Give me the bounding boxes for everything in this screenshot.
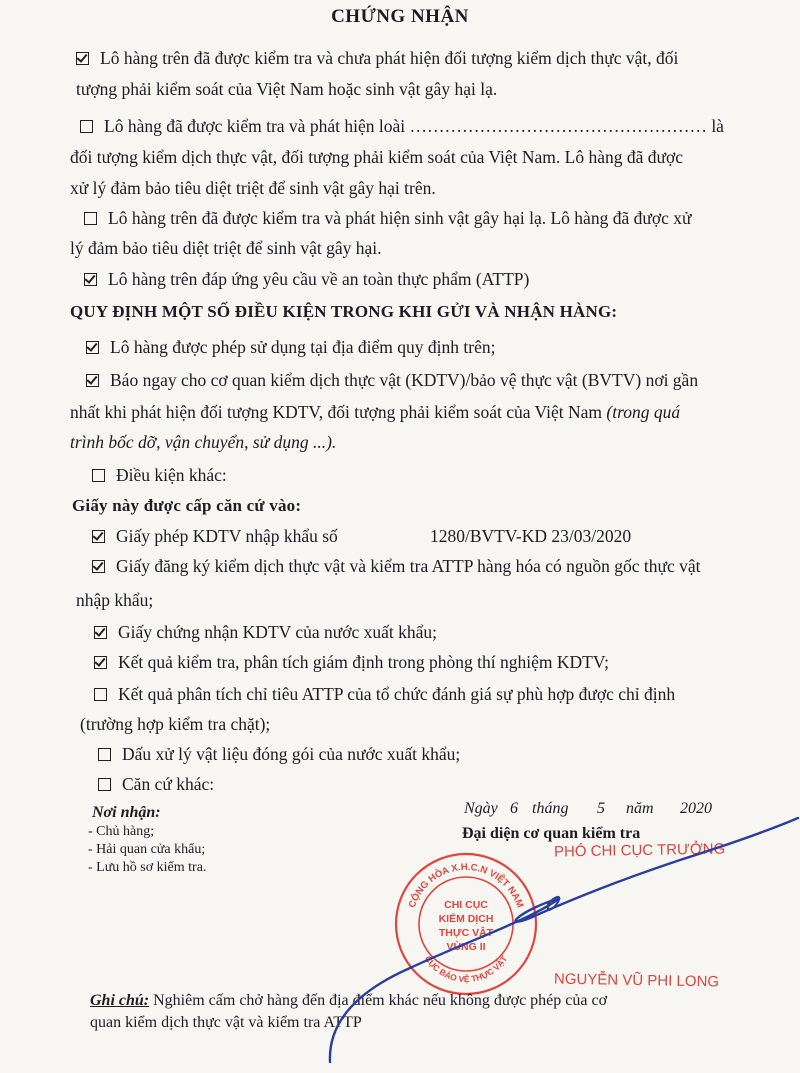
cert-item-1 [76, 48, 678, 69]
checkbox-checked[interactable] [86, 374, 99, 387]
condition-1-text: Lô hàng được phép sử dụng tại địa điểm quy định trên; [110, 337, 496, 357]
cert-item-2-cont: đối tượng kiểm dịch thực vật, đối tượng phải kiểm soát của Việt Nam. Lô hàng đã được [70, 147, 684, 167]
checkbox-unchecked[interactable] [98, 748, 111, 761]
cert-item-3-cont: lý đảm bảo tiêu diệt triệt để sinh vật gây hại. [70, 238, 382, 258]
date-day: 6 [510, 800, 518, 817]
condition-2-cont2: trình bốc dỡ, vận chuyển, sử dụng ...). [70, 432, 337, 452]
checkbox-checked[interactable] [84, 273, 97, 286]
cert-item-2-text: Lô hàng đã được kiểm tra và phát hiện loài …………………………………………… là [104, 116, 724, 136]
condition-3 [92, 465, 227, 486]
condition-2-cont [70, 402, 680, 423]
stamp-bottom-text: CỤC BẢO VỆ THỰC VẬT [422, 953, 510, 985]
date-month: 5 [597, 800, 605, 817]
condition-2-text: Báo ngay cho cơ quan kiểm dịch thực vật (KDTV)/bảo vệ thực vật (BVTV) nơi gần [110, 370, 699, 390]
authority-title: Đại diện cơ quan kiểm tra [462, 825, 641, 842]
section-title-certification: CHỨNG NHẬN [331, 6, 469, 27]
basis-4-text: Kết quả kiểm tra, phân tích giám định trong phòng thí nghiệm KDTV; [118, 652, 610, 672]
handwritten-signature [300, 800, 800, 1073]
date-year: 2020 [680, 800, 712, 817]
basis-7-text: Căn cứ khác: [122, 774, 215, 794]
cert-item-2 [80, 116, 724, 137]
recipient-customs: - Hải quan cửa khẩu; [88, 842, 206, 857]
permit-number: 1280/BVTV-KD 23/03/2020 [430, 526, 632, 546]
note-text-1: Nghiêm cấm chở hàng đến địa điểm khác nếu không được phép của cơ [153, 992, 608, 1009]
checkbox-checked[interactable] [76, 52, 89, 65]
checkbox-unchecked[interactable] [84, 212, 97, 225]
stamp-line-2: KIỂM DỊCH [438, 913, 494, 925]
checkbox-checked[interactable] [94, 656, 107, 669]
cert-item-1-cont: tượng phải kiểm soát của Việt Nam hoặc sinh vật gây hại lạ. [76, 79, 498, 99]
basis-7 [98, 774, 214, 795]
note-label: Ghi chú: [90, 992, 150, 1009]
date-ngay-label: Ngày [464, 800, 498, 817]
condition-2-text-cont: nhất khi phát hiện đối tượng KDTV, đối tượng phải kiểm soát của Việt Nam [70, 402, 607, 422]
cert-item-2-cont2: xử lý đảm bảo tiêu diệt triệt để sinh vật gây hại trên. [70, 178, 436, 198]
basis-1 [92, 526, 338, 547]
basis-5-cont: (trường hợp kiểm tra chặt); [80, 714, 271, 734]
recipient-owner: - Chủ hàng; [88, 824, 155, 839]
basis-2 [92, 556, 701, 577]
basis-2-cont: nhập khẩu; [76, 590, 154, 610]
note-line-2: quan kiểm dịch thực vật và kiểm tra ATTP [90, 1014, 362, 1031]
condition-2-italic: (trong quá [606, 402, 681, 422]
stamp-line-1: CHI CỤC [444, 899, 488, 911]
cert-item-1-text: Lô hàng trên đã được kiểm tra và chưa phát hiện đối tượng kiểm dịch thực vật, đối [100, 48, 679, 68]
checkbox-checked[interactable] [94, 626, 107, 639]
basis-5 [94, 684, 675, 705]
recipient-archive: - Lưu hồ sơ kiểm tra. [88, 860, 207, 875]
basis-3 [94, 622, 437, 643]
signer-name: NGUYỄN VŨ PHI LONG [553, 970, 720, 991]
checkbox-unchecked[interactable] [94, 688, 107, 701]
conditions-heading: QUY ĐỊNH MỘT SỐ ĐIỀU KIỆN TRONG KHI GỬI VÀ NHẬN HÀNG: [70, 302, 618, 321]
stamp-line-3: THỰC VẬT [438, 927, 494, 939]
checkbox-unchecked[interactable] [98, 778, 111, 791]
stamp-line-4: VÙNG II [446, 941, 486, 953]
condition-3-text: Điều kiện khác: [116, 465, 227, 485]
basis-6-text: Dấu xử lý vật liệu đóng gói của nước xuất khẩu; [122, 744, 461, 764]
authority-position: PHÓ CHI CỤC TRƯỞNG [553, 840, 726, 861]
condition-1 [86, 337, 495, 358]
basis-5-text: Kết quả phân tích chỉ tiêu ATTP của tổ chức đánh giá sự phù hợp được chỉ định [118, 684, 676, 704]
checkbox-unchecked[interactable] [80, 120, 93, 133]
basis-3-text: Giấy chứng nhận KDTV của nước xuất khẩu; [118, 622, 437, 642]
basis-6 [98, 744, 460, 765]
cert-item-3-text: Lô hàng trên đã được kiểm tra và phát hiện sinh vật gây hại lạ. Lô hàng đã được xử [108, 208, 692, 228]
condition-2 [86, 370, 698, 391]
stamp-outer-text: CỘNG HÒA X.H.C.N VIỆT NAM [406, 861, 526, 910]
recipients-heading: Nơi nhận: [92, 804, 161, 821]
cert-item-4 [84, 269, 529, 290]
cert-item-3 [84, 208, 691, 229]
checkbox-checked[interactable] [92, 530, 105, 543]
checkbox-unchecked[interactable] [92, 469, 105, 482]
checkbox-checked[interactable] [86, 341, 99, 354]
basis-heading: Giấy này được cấp căn cứ vào: [72, 496, 302, 515]
basis-4 [94, 652, 609, 673]
cert-item-4-text: Lô hàng trên đáp ứng yêu cầu về an toàn thực phẩm (ATTP) [108, 269, 530, 289]
checkbox-checked[interactable] [92, 560, 105, 573]
basis-2-text: Giấy đăng ký kiểm dịch thực vật và kiểm tra ATTP hàng hóa có nguồn gốc thực vật [116, 556, 701, 576]
date-nam-label: năm [626, 800, 654, 817]
basis-1-text: Giấy phép KDTV nhập khẩu số [116, 526, 338, 546]
date-thang-label: tháng [532, 800, 569, 817]
